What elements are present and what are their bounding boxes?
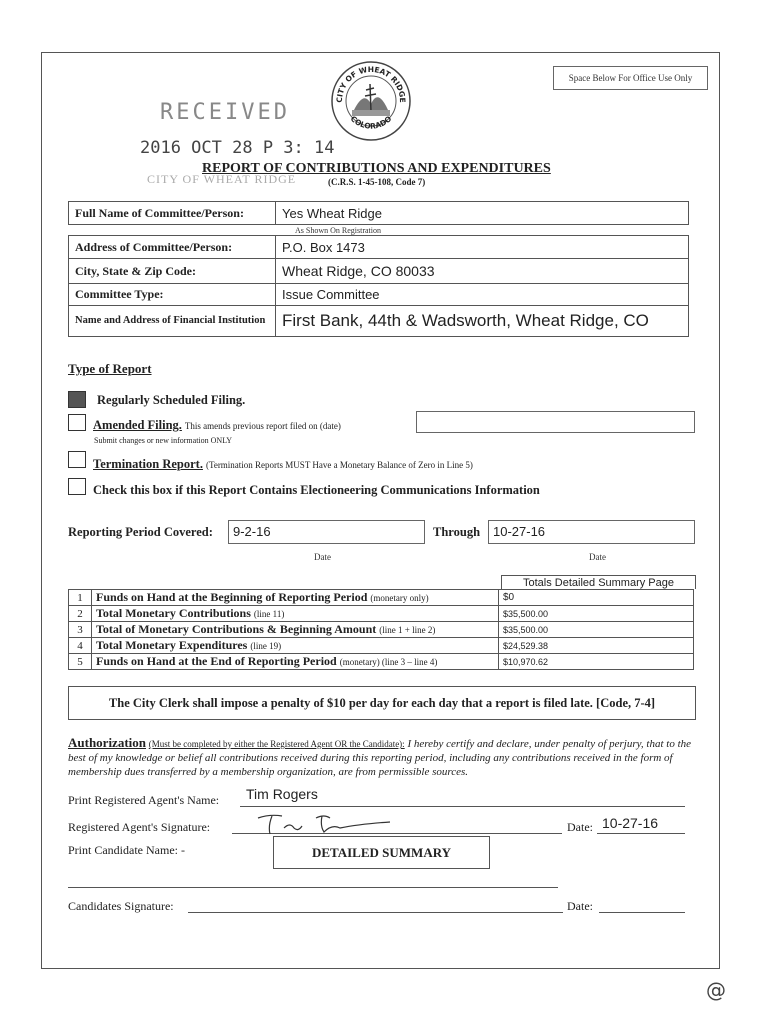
row-label: Total Monetary Contributions (line 11) — [92, 606, 499, 622]
row-number: 2 — [69, 606, 92, 622]
registration-note: As Shown On Registration — [295, 226, 381, 235]
candidate-name-label: Print Candidate Name: - — [68, 843, 185, 857]
form-subtitle: (C.R.S. 1-45-108, Code 7) — [328, 177, 426, 187]
row-amount[interactable]: $35,500.00 — [499, 622, 694, 638]
period-from-field[interactable]: 9-2-16 — [228, 520, 425, 544]
row-label: Funds on Hand at the End of Reporting Period (monetary) (line 3 – line 4) — [92, 654, 499, 670]
amended-filing-label: Amended Filing. This amends previous report filed on (date) — [93, 418, 341, 432]
authorization-text: I hereby certify and declare, under penalty of perjury, that to the best of my knowledge or belief all contributions received during this reporting period, including any contributions received in the form of membership dues transferred by a membership organization, are from permissible sources. — [68, 738, 692, 778]
candidate-name-line — [68, 887, 558, 888]
candidate-signature-line[interactable] — [188, 912, 563, 913]
table-row — [69, 622, 694, 638]
electioneering-label: Check this box if this Report Contains Electioneering Communications Information — [93, 483, 540, 497]
received-stamp-date: 2016 OCT 28 P 3: 14 — [140, 138, 335, 158]
form-title: REPORT OF CONTRIBUTIONS AND EXPENDITURES — [202, 161, 551, 176]
through-label: Through — [433, 525, 481, 539]
row-number: 1 — [69, 590, 92, 606]
electioneering-checkbox[interactable] — [68, 478, 86, 495]
city-seal-icon — [330, 60, 412, 142]
table-row — [69, 654, 694, 670]
authorization-section — [68, 736, 698, 779]
handwritten-signature-icon — [250, 810, 400, 836]
row-label: Total of Monetary Contributions & Beginning Amount (line 1 + line 2) — [92, 622, 499, 638]
page-mark: @ — [706, 978, 726, 1002]
financial-institution-label: Name and Address of Financial Institution — [69, 306, 276, 337]
period-to-field[interactable]: 10-27-16 — [488, 520, 695, 544]
penalty-text: The City Clerk shall impose a penalty of $10 per day for each day that a report is filed late. [Code, 7-4] — [108, 695, 656, 710]
committee-name-label: Full Name of Committee/Person: — [69, 202, 276, 225]
received-stamp: RECEIVED — [160, 100, 290, 125]
row-label: Funds on Hand at the Beginning of Reporting Period (monetary only) — [92, 590, 499, 606]
address-label: Address of Committee/Person: — [69, 236, 276, 259]
committee-name-field[interactable]: Yes Wheat Ridge — [276, 202, 689, 225]
city-state-zip-field[interactable]: Wheat Ridge, CO 80033 — [276, 259, 689, 284]
totals-header: Totals Detailed Summary Page — [501, 575, 696, 589]
office-use-label: Space Below For Office Use Only — [568, 73, 693, 83]
row-amount[interactable]: $24,529.38 — [499, 638, 694, 654]
row-number: 3 — [69, 622, 92, 638]
committee-info-table — [68, 201, 689, 337]
authorization-heading: Authorization — [68, 735, 146, 750]
row-label: Total Monetary Expenditures (line 19) — [92, 638, 499, 654]
row-amount[interactable]: $35,500.00 — [499, 606, 694, 622]
received-stamp-city: CITY OF WHEAT RIDGE — [147, 172, 297, 186]
seal-bottom-text: COLORADO — [348, 114, 394, 131]
penalty-notice — [68, 686, 696, 720]
address-field[interactable]: P.O. Box 1473 — [276, 236, 689, 259]
row-number: 4 — [69, 638, 92, 654]
row-number: 5 — [69, 654, 92, 670]
detailed-summary-label: DETAILED SUMMARY — [311, 844, 452, 860]
candidate-date-label: Date: — [567, 899, 593, 913]
row-amount[interactable]: $10,970.62 — [499, 654, 694, 670]
regular-filing-label: Regularly Scheduled Filing. — [97, 393, 246, 407]
agent-name-line — [240, 806, 685, 807]
type-of-report-heading: Type of Report — [68, 361, 152, 376]
committee-type-field[interactable]: Issue Committee — [276, 284, 689, 306]
office-use-box — [553, 66, 708, 90]
svg-text:COLORADO — [349, 114, 394, 131]
authorization-note: (Must be completed by either the Registered Agent OR the Candidate): — [148, 739, 405, 749]
table-row — [69, 638, 694, 654]
agent-date-label: Date: — [567, 820, 593, 834]
amended-filing-checkbox[interactable] — [68, 414, 86, 431]
city-state-zip-label: City, State & Zip Code: — [69, 259, 276, 284]
candidate-signature-label: Candidates Signature: — [68, 899, 174, 913]
committee-type-label: Committee Type: — [69, 284, 276, 306]
agent-name-field[interactable]: Tim Rogers — [246, 786, 318, 802]
detailed-summary-button[interactable] — [273, 836, 490, 869]
amended-filing-note: Submit changes or new information ONLY — [94, 436, 233, 445]
reporting-period-label: Reporting Period Covered: — [68, 525, 213, 539]
agent-date-field[interactable]: 10-27-16 — [602, 815, 659, 831]
termination-report-checkbox[interactable] — [68, 451, 86, 468]
agent-signature-label: Registered Agent's Signature: — [68, 820, 211, 834]
regular-filing-checkbox[interactable] — [68, 391, 86, 408]
from-date-caption: Date — [314, 552, 331, 562]
agent-name-label: Print Registered Agent's Name: — [68, 793, 220, 807]
financial-institution-field[interactable]: First Bank, 44th & Wadsworth, Wheat Ridge, CO — [276, 306, 689, 337]
table-row — [69, 606, 694, 622]
totals-table — [68, 589, 694, 670]
candidate-date-line[interactable] — [599, 912, 685, 913]
amended-date-field[interactable] — [416, 411, 695, 433]
agent-date-line — [597, 833, 685, 834]
termination-report-label: Termination Report. (Termination Reports MUST Have a Monetary Balance of Zero in Line 5) — [93, 457, 473, 471]
to-date-caption: Date — [589, 552, 606, 562]
seal-top-text: CITY OF WHEAT RIDGE — [334, 64, 408, 103]
row-amount[interactable]: $0 — [499, 590, 694, 606]
table-row — [69, 590, 694, 606]
